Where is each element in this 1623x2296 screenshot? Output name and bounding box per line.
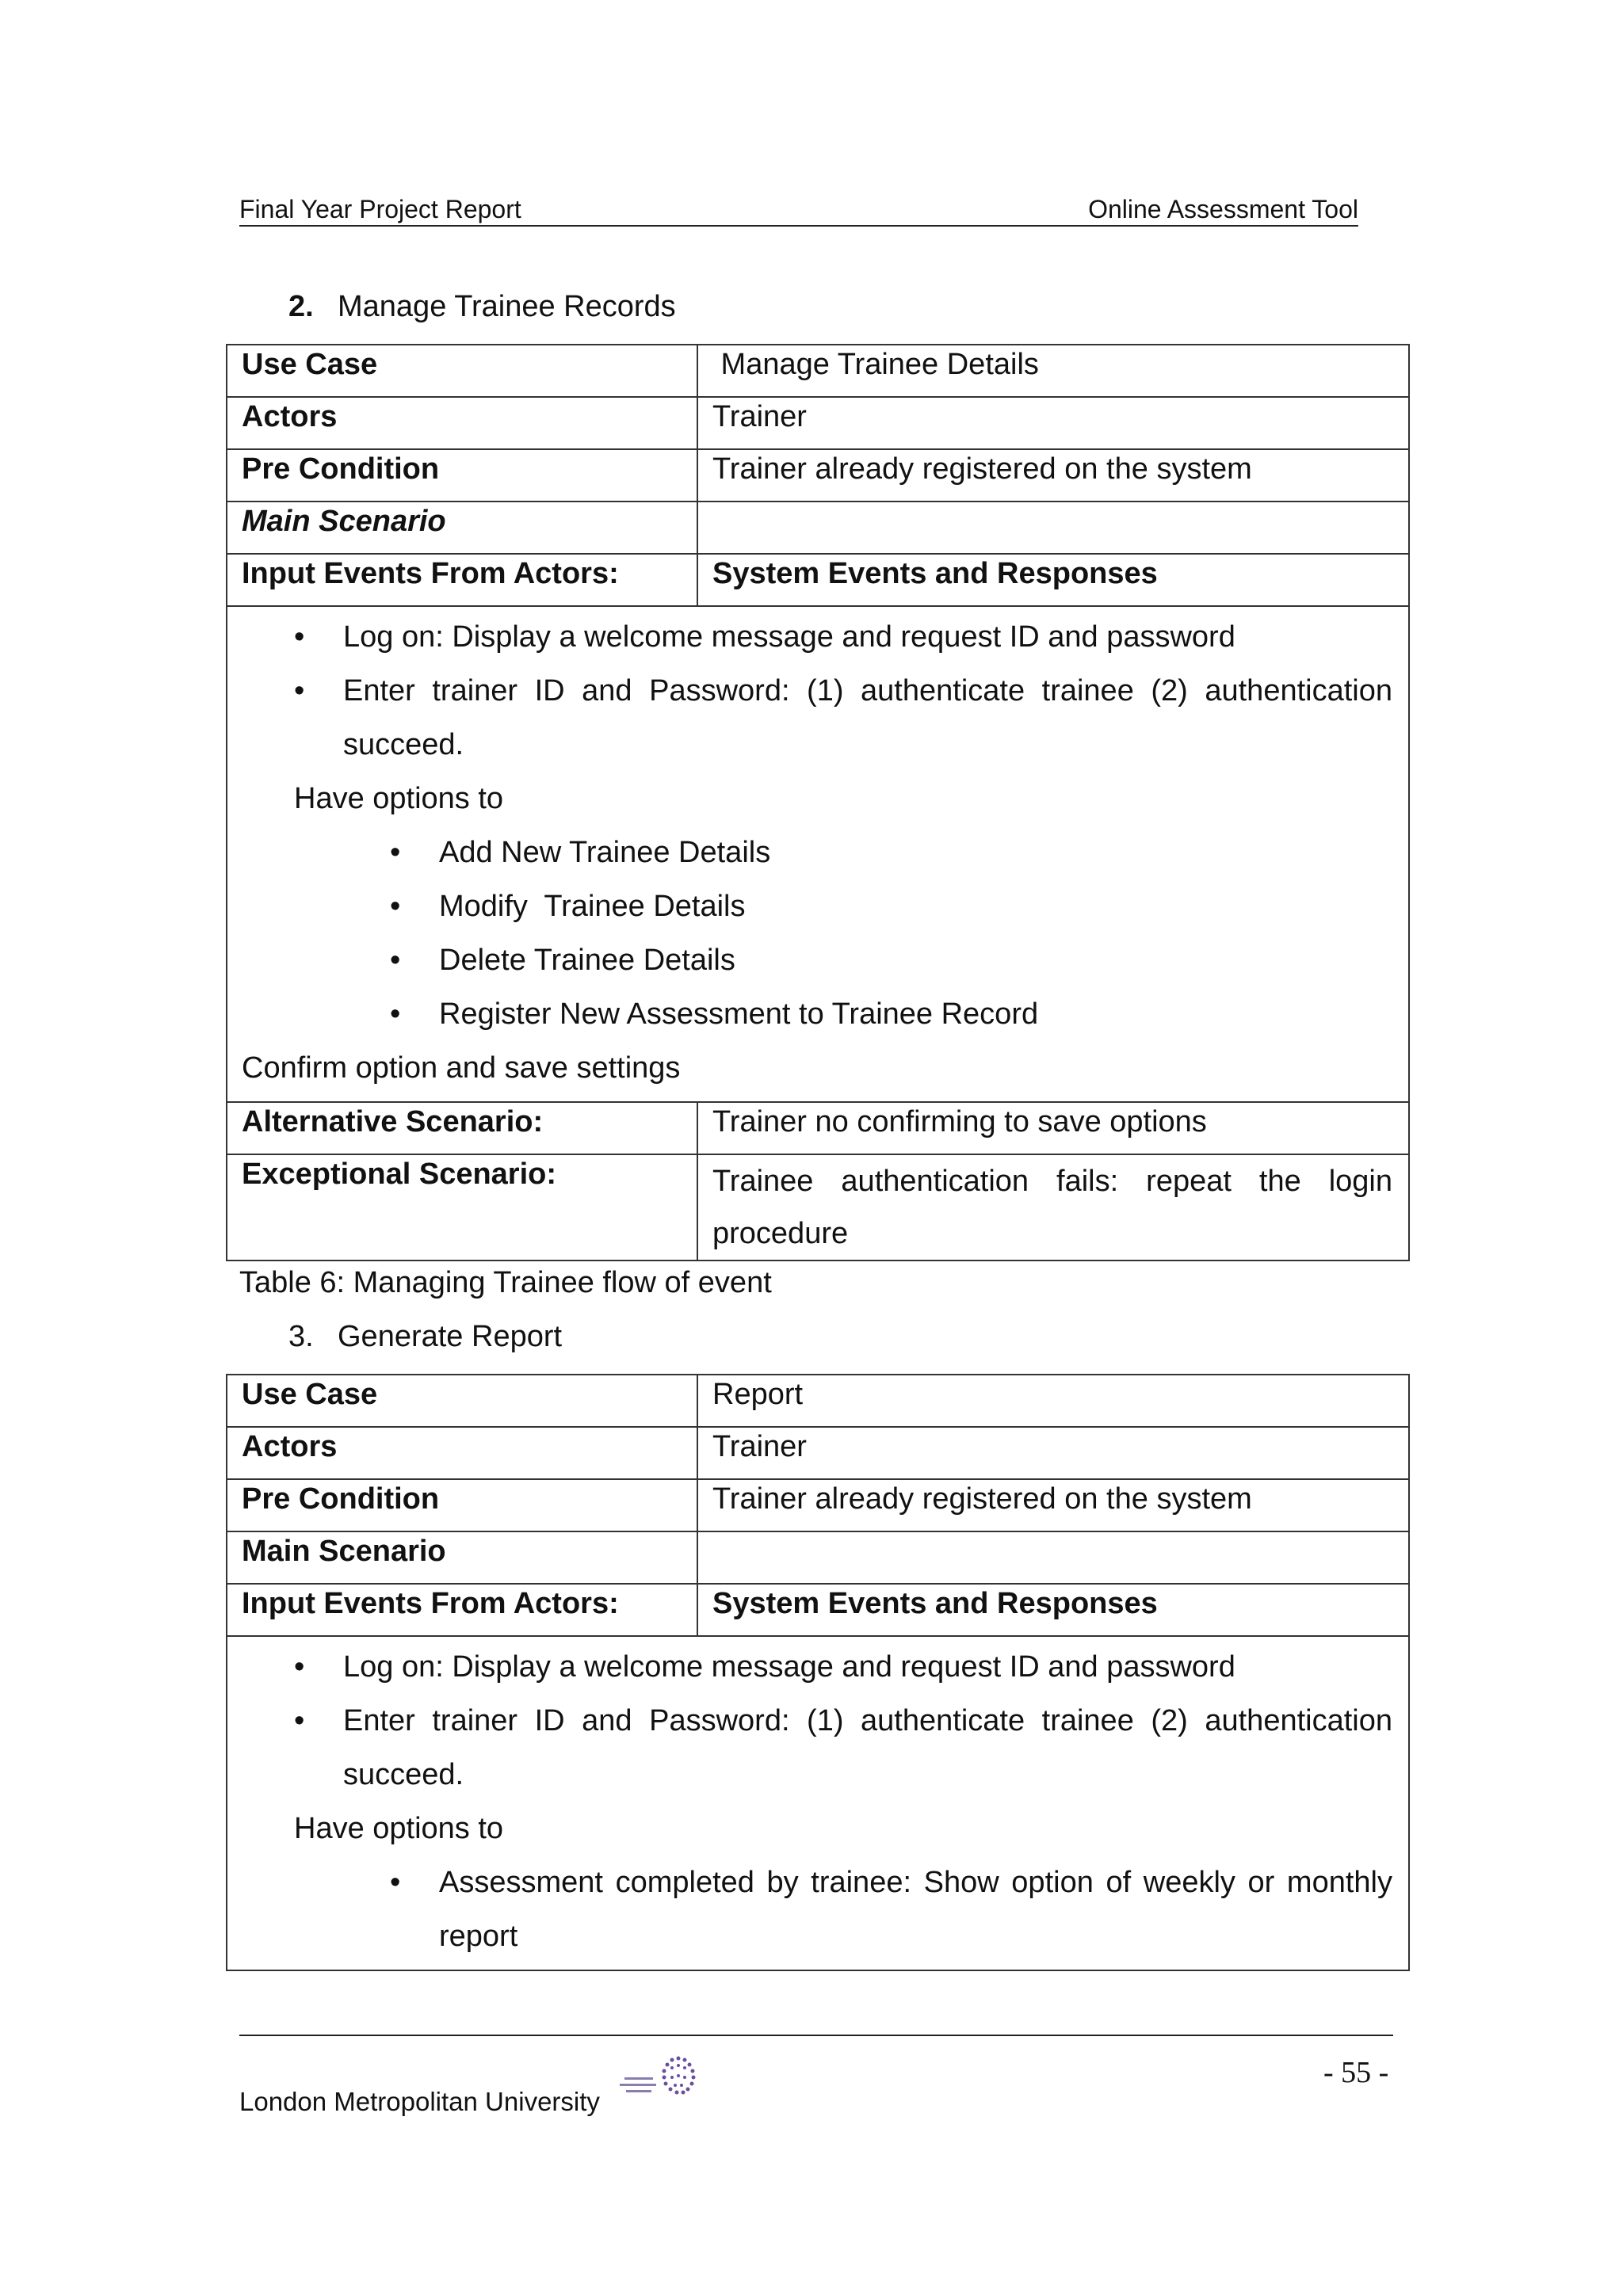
- bullet-icon: •: [390, 836, 401, 869]
- table-row: [227, 1375, 1409, 1427]
- use-case-label: Use Case: [227, 1375, 697, 1427]
- exceptional-line-1: Trainee authentication fails: repeat the login: [712, 1165, 1392, 1198]
- page-header: [239, 193, 1358, 227]
- exceptional-scenario-value: [697, 1154, 1409, 1261]
- bullet-icon: •: [390, 890, 401, 923]
- table-row: [227, 554, 1409, 606]
- use-case-value: Manage Trainee Details: [697, 345, 1409, 397]
- header-right: Online Assessment Tool: [1088, 195, 1358, 223]
- section-2-heading: [288, 288, 676, 325]
- table-row: [227, 1479, 1409, 1531]
- bullet-icon: •: [390, 1866, 401, 1899]
- main-scenario-value: [697, 1531, 1409, 1584]
- pre-condition-label: Pre Condition: [227, 449, 697, 502]
- table-6-caption: Table 6: Managing Trainee flow of event: [239, 1266, 772, 1299]
- options-label: Have options to: [294, 1812, 504, 1845]
- flow-bullet-enter-id-cont: succeed.: [343, 728, 464, 761]
- table-row: [227, 1154, 1409, 1261]
- option-assessment-cont: report: [439, 1920, 518, 1953]
- table-row: [227, 606, 1409, 1102]
- generate-report-table: [226, 1374, 1410, 1971]
- table-row: [227, 449, 1409, 502]
- section-2-number: 2.: [288, 290, 314, 323]
- flow-bullet-logon: Log on: Display a welcome message and request ID and password: [343, 1650, 1235, 1684]
- option-assessment: Assessment completed by trainee: Show option of weekly or monthly: [439, 1866, 1392, 1899]
- system-events-header: System Events and Responses: [697, 1584, 1409, 1636]
- input-events-header: Input Events From Actors:: [227, 554, 697, 606]
- bullet-icon: •: [294, 1650, 305, 1684]
- table-row: [227, 1531, 1409, 1584]
- main-scenario-label: Main Scenario: [227, 1531, 697, 1584]
- section-3-heading: [288, 1318, 562, 1355]
- flow-bullet-enter-id: Enter trainer ID and Password: (1) authenticate trainee (2) authentication: [343, 674, 1392, 707]
- actors-label: Actors: [227, 1427, 697, 1479]
- main-scenario-label: Main Scenario: [227, 502, 697, 554]
- option-register: Register New Assessment to Trainee Record: [439, 997, 1039, 1031]
- list-item: [242, 1694, 1392, 1748]
- use-case-value: Report: [697, 1375, 1409, 1427]
- alternative-scenario-value: Trainer no confirming to save options: [697, 1102, 1409, 1154]
- actors-label: Actors: [227, 397, 697, 449]
- list-item: [242, 1640, 1392, 1694]
- options-label: Have options to: [294, 782, 504, 815]
- main-scenario-value: [697, 502, 1409, 554]
- flow-bullet-logon: Log on: Display a welcome message and request ID and password: [343, 620, 1235, 654]
- table-row: [227, 1102, 1409, 1154]
- section-2-title: Manage Trainee Records: [338, 290, 676, 323]
- confirm-line: Confirm option and save settings: [242, 1051, 681, 1085]
- option-delete: Delete Trainee Details: [439, 944, 735, 977]
- header-left: Final Year Project Report: [239, 195, 521, 223]
- use-case-label: Use Case: [227, 345, 697, 397]
- list-item: [242, 1855, 1392, 1909]
- option-modify: Modify Trainee Details: [439, 890, 746, 923]
- bullet-icon: •: [390, 997, 401, 1031]
- table-row: [227, 345, 1409, 397]
- list-item: [242, 987, 1392, 1041]
- list-item: [242, 879, 1392, 933]
- bullet-icon: •: [294, 620, 305, 654]
- manage-trainee-table: [226, 344, 1410, 1261]
- flow-of-events: [227, 1636, 1409, 1970]
- table-row: [227, 397, 1409, 449]
- alternative-scenario-label: Alternative Scenario:: [227, 1102, 697, 1154]
- bullet-icon: •: [390, 944, 401, 977]
- section-3-title: Generate Report: [338, 1320, 563, 1353]
- table-row: [227, 502, 1409, 554]
- table-row: [227, 1427, 1409, 1479]
- table-row: [227, 1584, 1409, 1636]
- exceptional-scenario-label: Exceptional Scenario:: [227, 1154, 697, 1261]
- pre-condition-value: Trainer already registered on the system: [697, 1479, 1409, 1531]
- footer-rule: [239, 2035, 1393, 2036]
- flow-bullet-enter-id-cont: succeed.: [343, 1758, 464, 1791]
- list-item: [242, 610, 1392, 664]
- pre-condition-label: Pre Condition: [227, 1479, 697, 1531]
- exceptional-line-2: procedure: [712, 1217, 849, 1250]
- flow-bullet-enter-id: Enter trainer ID and Password: (1) authenticate trainee (2) authentication: [343, 1704, 1392, 1737]
- footer-university: London Metropolitan University: [239, 2087, 600, 2116]
- list-item: [242, 826, 1392, 879]
- bullet-icon: •: [294, 674, 305, 707]
- list-item: [242, 664, 1392, 718]
- actors-value: Trainer: [697, 1427, 1409, 1479]
- system-events-header: System Events and Responses: [697, 554, 1409, 606]
- pre-condition-value: Trainer already registered on the system: [697, 449, 1409, 502]
- input-events-header: Input Events From Actors:: [227, 1584, 697, 1636]
- flow-of-events: [227, 606, 1409, 1102]
- list-item: [242, 933, 1392, 987]
- section-3-number: 3.: [288, 1320, 314, 1353]
- table-row: [227, 1636, 1409, 1970]
- actors-value: Trainer: [697, 397, 1409, 449]
- option-add: Add New Trainee Details: [439, 836, 771, 869]
- page-number: - 55 -: [1323, 2056, 1389, 2089]
- bullet-icon: •: [294, 1704, 305, 1737]
- university-logo-icon: [617, 2054, 704, 2111]
